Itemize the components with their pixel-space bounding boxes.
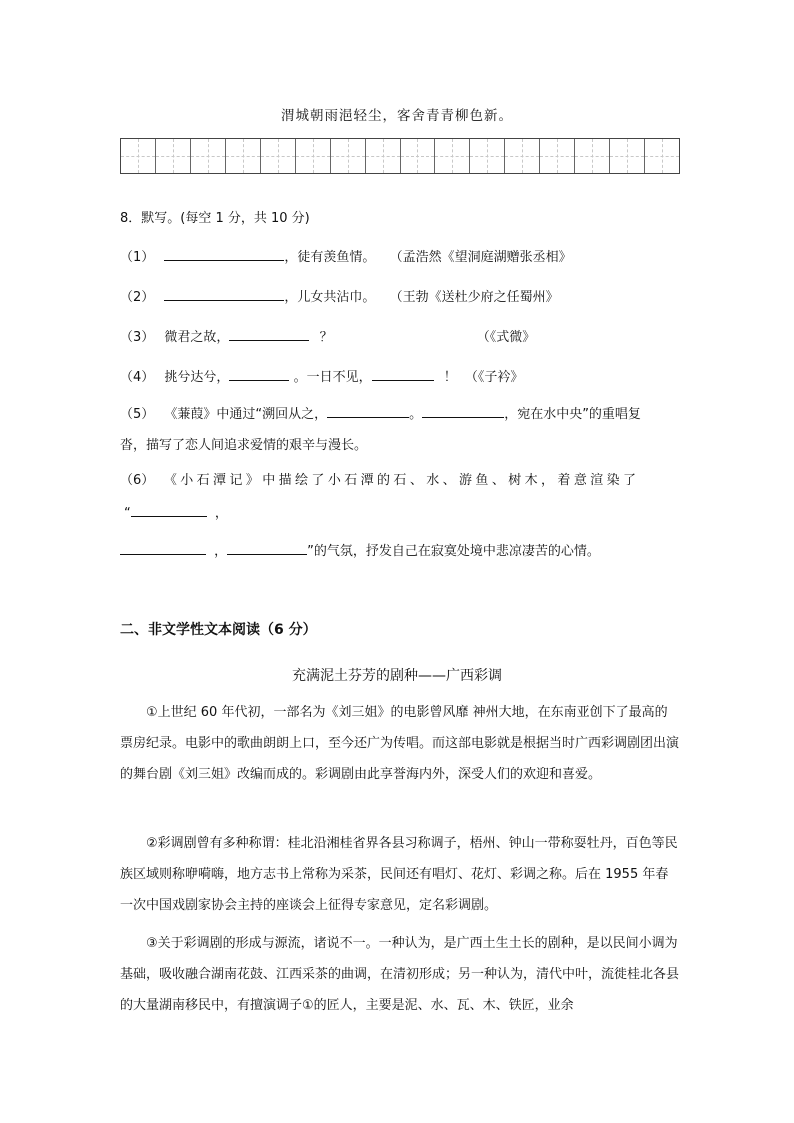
grid-cell[interactable] (540, 139, 575, 173)
q8-item-6-line3 (120, 540, 600, 559)
q8-item-3 (120, 326, 535, 345)
answer-blank[interactable] (164, 288, 284, 301)
item-source: （《子衿》 (464, 370, 524, 385)
grid-cell[interactable] (191, 139, 226, 173)
item-text: 。一日不见， (293, 370, 372, 385)
grid-cell[interactable] (331, 139, 366, 173)
item-text: 《小石潭记》中描绘了小石潭的石、水、游鱼、树木，着意渲染了 (163, 473, 640, 488)
grid-cell[interactable] (505, 139, 540, 173)
item-text: 。 (409, 407, 423, 422)
item-source: （孟浩然《望洞庭湖赠张丞相》 (389, 250, 572, 265)
answer-blank[interactable] (229, 328, 309, 341)
q8-item-6-line2 (120, 502, 228, 521)
answer-blank[interactable] (227, 542, 307, 555)
q8-item-5 (120, 399, 680, 461)
answer-blank[interactable] (372, 368, 434, 381)
answer-blank[interactable] (229, 368, 289, 381)
item-number: （5） (120, 407, 155, 422)
item-text: 沓，描写了恋人间追求爱情的艰辛与漫长。 (120, 438, 368, 453)
q8-item-6 (120, 465, 680, 496)
item-text: ，宛在水中央”的重唱复 (504, 407, 641, 422)
grid-cell[interactable] (296, 139, 331, 173)
answer-blank[interactable] (120, 542, 206, 555)
grid-cell[interactable] (121, 139, 156, 173)
item-text: ”的气氛，抒发自己在寂寞处境中悲凉凄苦的心情。 (307, 544, 600, 559)
writing-grid (120, 138, 680, 174)
item-number: （4） (120, 370, 155, 385)
article-title: 充满泥土芬芳的剧种——广西彩调 (292, 668, 502, 684)
paragraph-1: ①上世纪 60 年代初，一部名为《刘三姐》的电影曾风靡 神州大地，在东南亚创下了最高的票房纪录。电影中的歌曲朗朗上口，至今还广为传唱。而这部电影就是根据当时广西彩调剧团出演的舞台剧《刘三姐》改编而成的。彩调剧由此享誉海内外，深受人们的欢迎和喜爱。 (120, 705, 680, 782)
item-text: ， (214, 544, 228, 559)
item-number: （3） (120, 330, 155, 345)
item-text: ，徒有羡鱼情。 (284, 250, 376, 265)
item-text: ！ (443, 370, 457, 385)
grid-cell[interactable] (226, 139, 261, 173)
grid-cell[interactable] (575, 139, 610, 173)
item-text: ？ (319, 330, 333, 345)
answer-blank[interactable] (131, 504, 207, 517)
answer-blank[interactable] (327, 405, 409, 418)
grid-cell[interactable] (610, 139, 645, 173)
item-source: （《式微》 (476, 330, 536, 345)
item-number: （1） (120, 250, 155, 265)
item-text: 挑兮达兮， (164, 370, 230, 385)
item-text: 《蒹葭》中通过“溯回从之， (164, 407, 328, 422)
grid-cell[interactable] (261, 139, 296, 173)
item-text: ， (214, 506, 228, 521)
item-number: （2） (120, 290, 155, 305)
paragraph-2: ②彩调剧曾有多种称谓：桂北沿湘桂省界各县习称调子，梧州、钟山一带称耍牡丹，百色等民族区域则称咿嗬嗨，地方志书上常称为采茶，民间还有唱灯、花灯、彩调之称。后在 1955 年春一次中国戏剧家协会主持的座谈会上征得专家意见，定名彩调剧。 (120, 836, 678, 913)
q8-heading: 8．默写。(每空 1 分，共 10 分) (120, 211, 310, 226)
item-text: 微君之故， (164, 330, 230, 345)
grid-cell[interactable] (401, 139, 436, 173)
q8-item-1 (120, 246, 572, 265)
poem-line: 渭城朝雨浥轻尘，客舍青青柳色新。 (281, 108, 513, 124)
item-text: ，儿女共沾巾。 (284, 290, 376, 305)
grid-cell[interactable] (645, 139, 679, 173)
item-text: “ (124, 506, 131, 521)
section-heading: 二、非文学性文本阅读（6 分） (120, 622, 317, 638)
q8-item-4 (120, 366, 523, 385)
grid-cell[interactable] (156, 139, 191, 173)
grid-cell[interactable] (435, 139, 470, 173)
answer-blank[interactable] (164, 248, 284, 261)
item-source: （王勃《送杜少府之任蜀州》 (389, 290, 559, 305)
item-number: （6） (120, 473, 155, 488)
answer-blank[interactable] (422, 405, 504, 418)
grid-cell[interactable] (366, 139, 401, 173)
grid-cell[interactable] (470, 139, 505, 173)
q8-item-2 (120, 286, 559, 305)
paragraph-3: ③关于彩调剧的形成与源流，诸说不一。一种认为，是广西土生土长的剧种，是以民间小调为基础，吸收融合湖南花鼓、江西采茶的曲调，在清初形成；另一种认为，清代中叶，流徙桂北各县的大量湖南移民中，有擅演调子①的匠人，主要是泥、水、瓦、木、铁匠，业余 (120, 936, 680, 1013)
